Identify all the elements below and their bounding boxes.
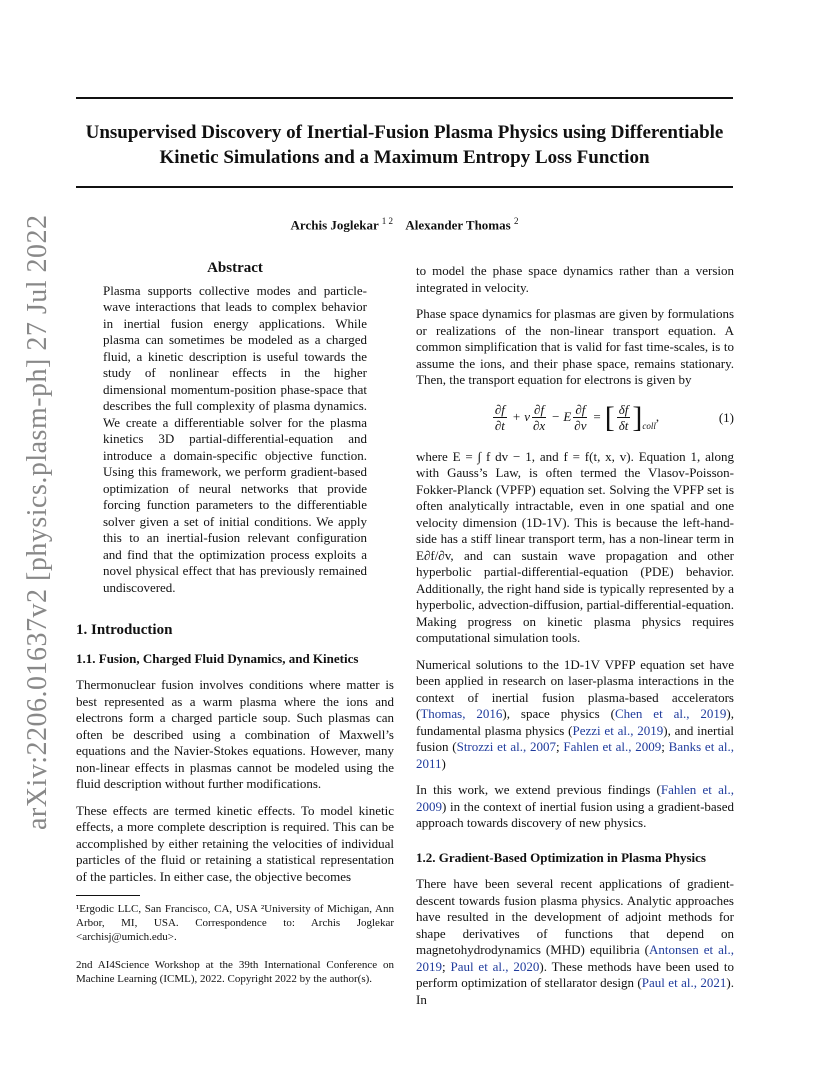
citation-link[interactable]: Fahlen et al., 2009 xyxy=(416,782,734,814)
author-list xyxy=(76,216,733,233)
left-column xyxy=(76,260,394,996)
paragraph: These effects are termed kinetic effects. To model kinetic effects, a more complete description is required. This can be accomplished by either retaining the velocities of individual particles of the fluid or retaining a statistical representation of the particles. In either case, the objective becomes xyxy=(76,802,394,884)
paragraph: to model the phase space dynamics rather than a version integrated in velocity. xyxy=(416,263,734,295)
title-bottom-rule xyxy=(76,186,733,188)
citation-link[interactable]: Fahlen et al., 2009 xyxy=(563,739,662,754)
footnote-venue: 2nd AI4Science Workshop at the 39th International Conference on Machine Learning (ICML), 2022. Copyright 2022 by the author(s). xyxy=(76,959,394,985)
equation-term: $\frac{\partial f}{\partial x}$ xyxy=(532,402,546,433)
footnote-separator xyxy=(76,895,140,896)
abstract-body: Plasma supports collective modes and particle-wave interactions that leads to complex behavior in inertial fusion energy applications. While plasma can sometimes be modeled as a charged fluid, a kinetic description is useful towards the study of nonlinear effects in the higher dimensional momentum-position phase-space that describes the full complexity of plasma dynamics. We create a differentiable solver for the plasma kinetics 3D partial-differential-equation and introduce a domain-specific objective function. Using this framework, we perform gradient-based optimization of neural networks that provide forcing function parameters to the differentiable solver given a set of initial conditions. We apply this to an inertial-fusion relevant configuration and find that the optimization process exploits a novel physical effect that has previously remained undiscovered. xyxy=(103,282,367,595)
equation-vlasov: $\frac{\partial f}{\partial t}$ + v $\frac{\partial f}{\partial x}$ − E $\frac{\partial f}{\partial v}$ = [ $\frac{\delta f}{\delta t}$ ] coll , (1) xyxy=(494,400,734,434)
paragraph: In this work, we extend previous findings (Fahlen et al., 2009) in the context of inertial fusion using a gradient-based approach towards discovery of new physics. xyxy=(416,782,734,830)
paragraph: Thermonuclear fusion involves conditions where matter is best represented as a warm plasma where the ions and electrons form a charged particle soup. Such plasmas can often be described using a combination of Maxwell’s equations and the Navier-Stokes equations. However, many non-linear effects in plasmas cannot be modeled using the fluid description without further modifications. xyxy=(76,677,394,791)
author-name: Alexander Thomas xyxy=(405,217,511,233)
equation-term: $\frac{\delta f}{\delta t}$ xyxy=(618,402,629,433)
citation-link[interactable]: Banks et al., 2011 xyxy=(416,739,734,771)
citation-link[interactable]: Pezzi et al., 2019 xyxy=(572,722,664,738)
citation-link[interactable]: Strozzi et al., 2007 xyxy=(456,739,556,754)
equation-term: $\frac{\partial f}{\partial t}$ xyxy=(494,402,505,433)
citation-link[interactable]: Thomas, 2016 xyxy=(420,706,503,721)
arxiv-identifier-stamp: arXiv:2206.01637v2 [physics.plasm-ph] 27 Jul 2022 xyxy=(22,214,53,830)
abstract-heading: Abstract xyxy=(207,260,263,276)
citation-link[interactable]: Chen et al., 2019 xyxy=(614,706,727,721)
paragraph: where E = ∫ f dv − 1, and f = f(t, x, v). Equation 1, along with Gauss’s Law, is often termed the Vlasov-Poisson-Fokker-Planck (VPFP) equation set. Solving the VPFP set is often analytically intractable, even in one spatial and one velocity dimension (1D-1V). This is because the left-hand-side has a stiff linear transport term, has a non-linear term in E∂f/∂v, and can sustain wave propagation and other hyperbolic partial-differential-equation (PDE) behavior. Additionally, the right hand side is typically represented by a hyperbolic, advection-diffusion, partial-differential-equation. Making progress on kinetic plasma physics requires computational simulation tools. xyxy=(416,448,734,645)
top-rule xyxy=(76,97,733,99)
citation-link[interactable]: Antonsen et al., 2019 xyxy=(416,942,734,974)
paragraph: There have been several recent applications of gradient-descent towards fusion plasma physics. Analytic approaches have resulted in the development of adjoint methods for shape derivatives of functions that depend on magnetohydrodynamics (MHD) equilibria (Antonsen et al., 2019; Paul et al., 2020). These methods have been used to perform optimization of stellarator design (Paul et al., 2021). In xyxy=(416,876,734,1007)
paper-title: Unsupervised Discovery of Inertial-Fusion Plasma Physics using Differentiable Kinetic Simulations and a Maximum Entropy Loss Function xyxy=(85,122,724,168)
author-affiliation: 2 xyxy=(513,216,519,226)
paragraph: Phase space dynamics for plasmas are given by formulations or realizations of the non-linear transport equation. A common simplification that is valid for fast time-scales, is to assume the ions, and their phase space, remains stationary. Then, the transport equation for electrons is given by xyxy=(416,306,734,387)
equation-term: $\frac{\partial f}{\partial v}$ xyxy=(574,402,587,433)
right-column xyxy=(416,263,734,1018)
section-heading-introduction: 1. Introduction xyxy=(76,622,173,638)
subsection-heading-gradient: 1.2. Gradient-Based Optimization in Plasma Physics xyxy=(416,849,706,865)
equation-number: (1) xyxy=(718,409,734,425)
paragraph: Numerical solutions to the 1D-1V VPFP equation set have been applied in research on laser-plasma interactions in the context of inertial fusion plasma-based accelerators (Thomas, 2016), space physics (Chen et al., 2019), fundamental plasma physics (Pezzi et al., 2019), and inertial fusion (Strozzi et al., 2007; Fahlen et al., 2009; Banks et al., 2011) xyxy=(416,656,734,771)
author-affiliation: 1 2 xyxy=(381,216,394,226)
citation-link[interactable]: Paul et al., 2020 xyxy=(450,958,540,974)
subsection-heading-fusion: 1.1. Fusion, Charged Fluid Dynamics, and Kinetics xyxy=(76,650,359,666)
footnote-affiliations: ¹Ergodic LLC, San Francisco, CA, USA ²University of Michigan, Ann Arbor, MI, USA. Correspondence to: Archis Joglekar <archisj@umich.edu>. xyxy=(76,903,394,943)
author-name: Archis Joglekar xyxy=(290,217,379,233)
citation-link[interactable]: Paul et al., 2021 xyxy=(641,975,727,990)
